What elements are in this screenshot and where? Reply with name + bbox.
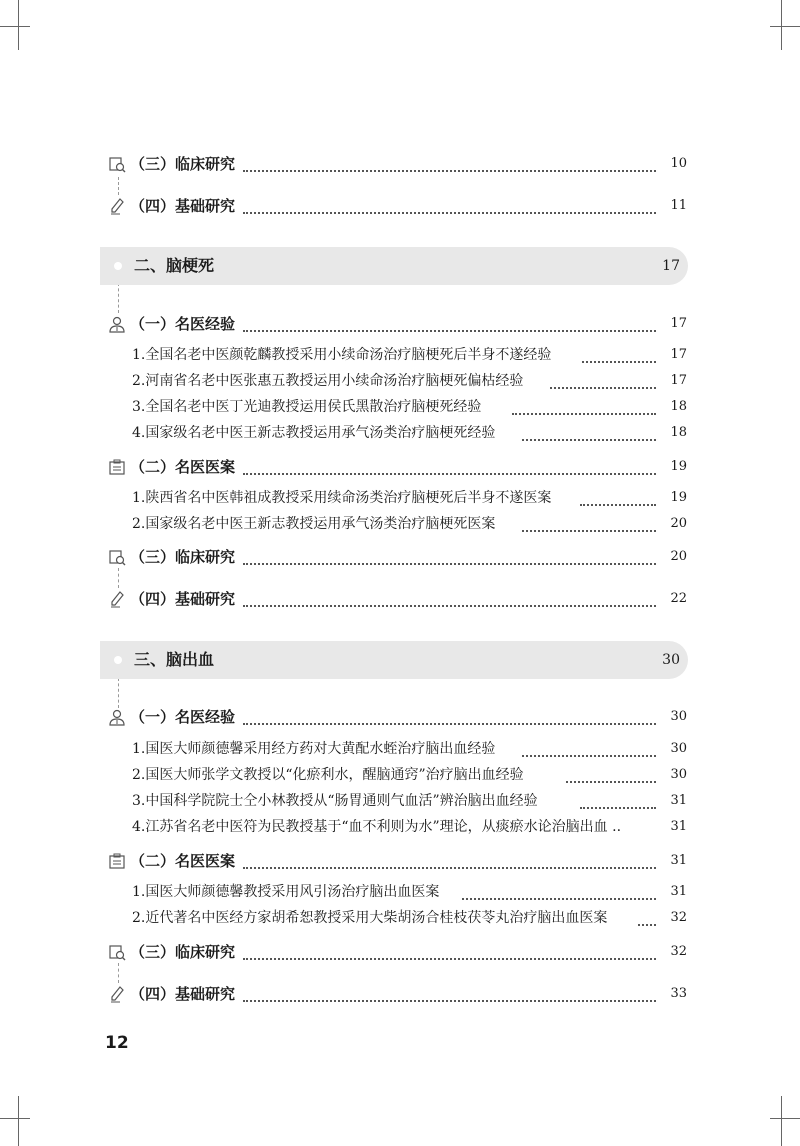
toc-item[interactable] (0, 881, 800, 903)
crop-mark (781, 0, 782, 50)
page-number: 31 (670, 793, 687, 808)
leader-dots (243, 451, 656, 475)
toc-item[interactable] (0, 907, 800, 929)
crop-mark (18, 0, 19, 50)
toc-entry[interactable] (0, 195, 800, 217)
connector-line (118, 283, 119, 313)
connector-line (118, 678, 119, 708)
toc-entry[interactable] (0, 706, 800, 728)
toc-item[interactable] (0, 513, 800, 535)
leader-dots (243, 541, 656, 565)
leader-dots (522, 417, 656, 441)
microscope-icon (108, 548, 126, 566)
toc-item[interactable] (0, 764, 800, 786)
toc-entry[interactable] (0, 588, 800, 610)
toc-heading: （一）名医经验 (130, 315, 236, 333)
leader-dots (522, 508, 656, 532)
item-title: 3.全国名老中医丁光迪教授运用侯氏黑散治疗脑梗死经验 (132, 399, 482, 415)
toc-item[interactable] (0, 487, 800, 509)
page-number: 32 (670, 944, 687, 959)
page-number: 33 (670, 986, 687, 1001)
toc-heading: （二）名医医案 (130, 852, 236, 870)
leader-dots (243, 190, 656, 214)
crop-mark (770, 26, 800, 27)
connector-line (118, 568, 119, 588)
crop-mark (0, 26, 30, 27)
case-file-icon (108, 852, 126, 870)
item-title: 1.国医大师颜德馨采用经方药对大黄配水蛭治疗脑出血经验 (132, 741, 496, 757)
page-number: 11 (670, 198, 687, 213)
page-number: 30 (670, 709, 687, 724)
section-header[interactable] (100, 641, 688, 679)
page-number: 18 (670, 399, 687, 414)
toc-item[interactable] (0, 344, 800, 366)
page-number: 30 (670, 767, 687, 782)
section-title: 二、脑梗死 (134, 256, 215, 275)
page-number: 32 (670, 910, 687, 925)
crop-mark (18, 1096, 19, 1146)
toc-entry[interactable] (0, 546, 800, 568)
toc-entry[interactable] (0, 983, 800, 1005)
page-number: 30 (662, 652, 680, 668)
toc-heading: （二）名医医案 (130, 458, 236, 476)
connector-line (118, 177, 119, 195)
leader-dots (522, 733, 656, 757)
item-title: 1.全国名老中医颜乾麟教授采用小续命汤治疗脑梗死后半身不遂经验 (132, 347, 552, 363)
toc-heading: （三）临床研究 (130, 943, 236, 961)
leader-dots (580, 785, 656, 809)
toc-heading: （一）名医经验 (130, 708, 236, 726)
leader-dots (582, 339, 656, 363)
crop-mark (781, 1096, 782, 1146)
leader-dots (243, 583, 656, 607)
toc-heading: （三）临床研究 (130, 548, 236, 566)
bullet-dot (114, 656, 122, 664)
crop-mark (0, 1118, 30, 1119)
item-title: 1.国医大师颜德馨教授采用风引汤治疗脑出血医案 (132, 884, 440, 900)
page-folio: 12 (105, 1033, 129, 1053)
item-title: 2.河南省名老中医张惠五教授运用小续命汤治疗脑梗死偏枯经验 (132, 373, 524, 389)
item-title: 3.中国科学院院士仝小林教授从“肠胃通则气血活”辨治脑出血经验 (132, 793, 538, 809)
toc-heading: （四）基础研究 (130, 590, 236, 608)
page-number: 20 (670, 516, 687, 531)
toc-item[interactable] (0, 816, 800, 838)
page-number: 17 (670, 316, 687, 331)
leader-dots (243, 845, 656, 869)
toc-heading: （四）基础研究 (130, 197, 236, 215)
case-file-icon (108, 458, 126, 476)
doctor-icon (108, 315, 126, 333)
page-number: 31 (670, 853, 687, 868)
leader-dots (512, 391, 656, 415)
toc-item[interactable] (0, 370, 800, 392)
microscope-icon (108, 155, 126, 173)
page-number: 17 (670, 347, 687, 362)
pen-icon (108, 197, 126, 215)
page-number: 30 (670, 741, 687, 756)
item-title: 2.近代著名中医经方家胡希恕教授采用大柴胡汤合桂枝茯苓丸治疗脑出血医案 (132, 910, 608, 926)
page-number: 20 (670, 549, 687, 564)
toc-item[interactable] (0, 422, 800, 444)
toc-item[interactable] (0, 790, 800, 812)
page-number: 31 (670, 884, 687, 899)
leader-dots (462, 876, 656, 900)
leader-dots (580, 482, 656, 506)
page-number: 22 (670, 591, 687, 606)
item-title: 4.国家级名老中医王新志教授运用承气汤类治疗脑梗死经验 (132, 425, 496, 441)
toc-entry[interactable] (0, 850, 800, 872)
section-header[interactable] (100, 247, 688, 285)
item-title: 2.国医大师张学文教授以“化瘀利水，醒脑通窍”治疗脑出血经验 (132, 767, 524, 783)
page-number: 31 (670, 819, 687, 834)
microscope-icon (108, 943, 126, 961)
toc-entry[interactable] (0, 941, 800, 963)
leader-dots (243, 701, 656, 725)
toc-item[interactable] (0, 396, 800, 418)
toc-entry[interactable] (0, 153, 800, 175)
page-number: 18 (670, 425, 687, 440)
page-number: 10 (670, 156, 687, 171)
item-title: 4.江苏省名老中医符为民教授基于“血不利则为水”理论，从痰瘀水论治脑出血 .. (132, 819, 622, 835)
section-title: 三、脑出血 (134, 650, 215, 669)
bullet-dot (114, 262, 122, 270)
crop-mark (770, 1118, 800, 1119)
connector-line (118, 963, 119, 983)
toc-entry[interactable] (0, 456, 800, 478)
page-number: 19 (670, 490, 687, 505)
leader-dots (550, 365, 656, 389)
toc-heading: （四）基础研究 (130, 985, 236, 1003)
leader-dots (243, 936, 656, 960)
pen-icon (108, 985, 126, 1003)
leader-dots (638, 902, 656, 926)
item-title: 2.国家级名老中医王新志教授运用承气汤类治疗脑梗死医案 (132, 516, 496, 532)
page-number: 19 (670, 459, 687, 474)
leader-dots (243, 978, 656, 1002)
toc-heading: （三）临床研究 (130, 155, 236, 173)
item-title: 1.陕西省名中医韩祖成教授采用续命汤类治疗脑梗死后半身不遂医案 (132, 490, 552, 506)
toc-entry[interactable] (0, 313, 800, 335)
pen-icon (108, 590, 126, 608)
doctor-icon (108, 708, 126, 726)
toc-item[interactable] (0, 738, 800, 760)
leader-dots (243, 148, 656, 172)
leader-dots (566, 759, 656, 783)
page-number: 17 (670, 373, 687, 388)
leader-dots (243, 308, 656, 332)
page-number: 17 (662, 258, 680, 274)
